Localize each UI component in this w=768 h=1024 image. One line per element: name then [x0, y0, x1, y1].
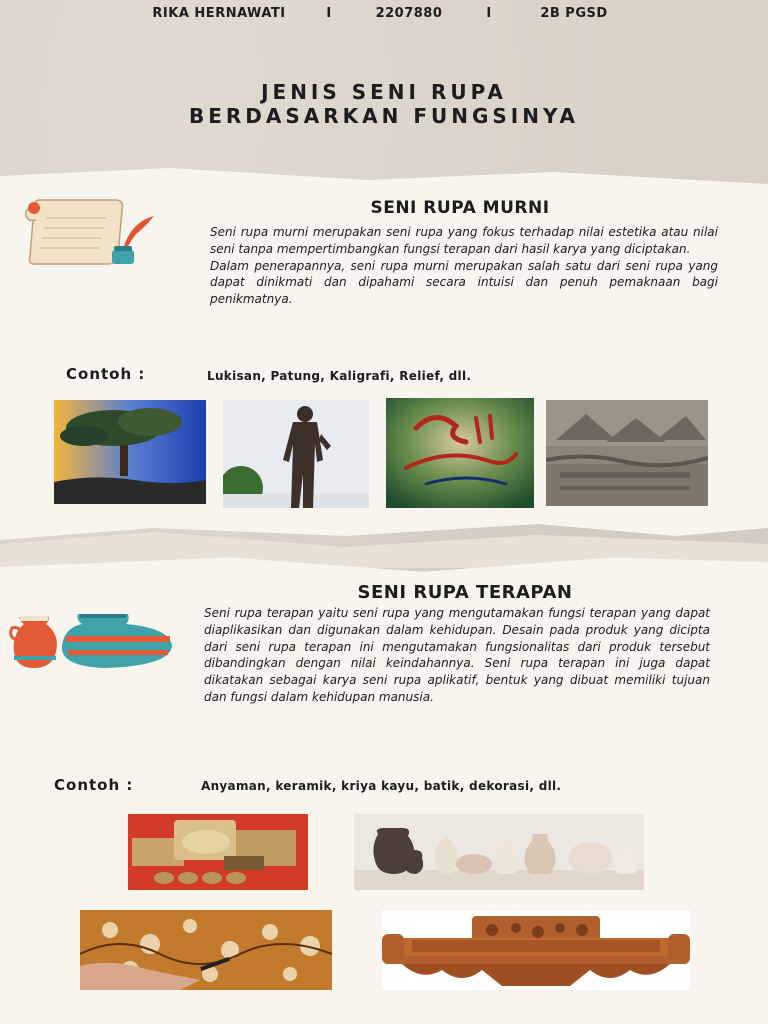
contoh-label-murni: Contoh :: [66, 365, 146, 383]
student-class: 2B PGSD: [540, 5, 608, 21]
murni-paragraph-2: Dalam penerapannya, seni rupa murni merupakan salah satu dari seni rupa yang dapat dinikmati dan dipahami secara intuisi dan penuh pemaknaan bagi penikmatnya.: [210, 258, 718, 307]
calligraphy-image: [386, 398, 534, 508]
student-name: RIKA HERNAWATI: [152, 5, 286, 21]
terapan-description: [204, 605, 710, 706]
student-info-bar: [0, 4, 768, 22]
contoh-text-terapan: Anyaman, keramik, kriya kayu, batik, dekorasi, dll.: [201, 779, 562, 793]
pottery-icon: [8, 606, 172, 672]
contoh-text-murni: Lukisan, Patung, Kaligrafi, Relief, dll.: [207, 369, 472, 383]
painting-tree-image: [54, 400, 206, 504]
ceramics-image: [354, 814, 644, 890]
murni-description: [210, 224, 718, 308]
wood-carving-image: [382, 910, 690, 990]
separator: I: [486, 5, 492, 21]
title-line-1: JENIS SENI RUPA: [261, 80, 507, 104]
statue-image: [223, 400, 369, 508]
murni-paragraph-1: Seni rupa murni merupakan seni rupa yang fokus terhadap nilai estetika atau nilai seni tanpa mempertimbangkan fungsi terapan dari hasil karya yang diciptakan.: [210, 225, 718, 256]
relief-image: [546, 400, 708, 506]
separator: I: [326, 5, 332, 21]
batik-image: [80, 910, 332, 990]
woven-crafts-image: [128, 814, 308, 890]
scroll-quill-icon: [20, 194, 160, 270]
section-heading-terapan: SENI RUPA TERAPAN: [357, 582, 573, 603]
section-heading-murni: SENI RUPA MURNI: [370, 198, 550, 218]
terapan-paragraph: Seni rupa terapan yaitu seni rupa yang mengutamakan fungsi terapan yang dapat diaplikasikan dan digunakan dalam kehidupan. Desain pada produk yang dicipta dari seni rupa terapan ini mengutamakan fungsionalitas dari produk tersebut dibandingkan dengan nilai keindahannya. Seni rupa terapan ini juga dapat dikatakan sebagai karya seni rupa aplikatif, bentuk yang dibuat memiliki tujuan dan fungsi dalam kehidupan manusia.: [204, 606, 710, 704]
contoh-label-terapan: Contoh :: [54, 776, 134, 794]
title-line-2: BERDASARKAN FUNGSINYA: [188, 104, 580, 128]
page-title: [0, 80, 768, 128]
student-id: 2207880: [375, 5, 443, 21]
